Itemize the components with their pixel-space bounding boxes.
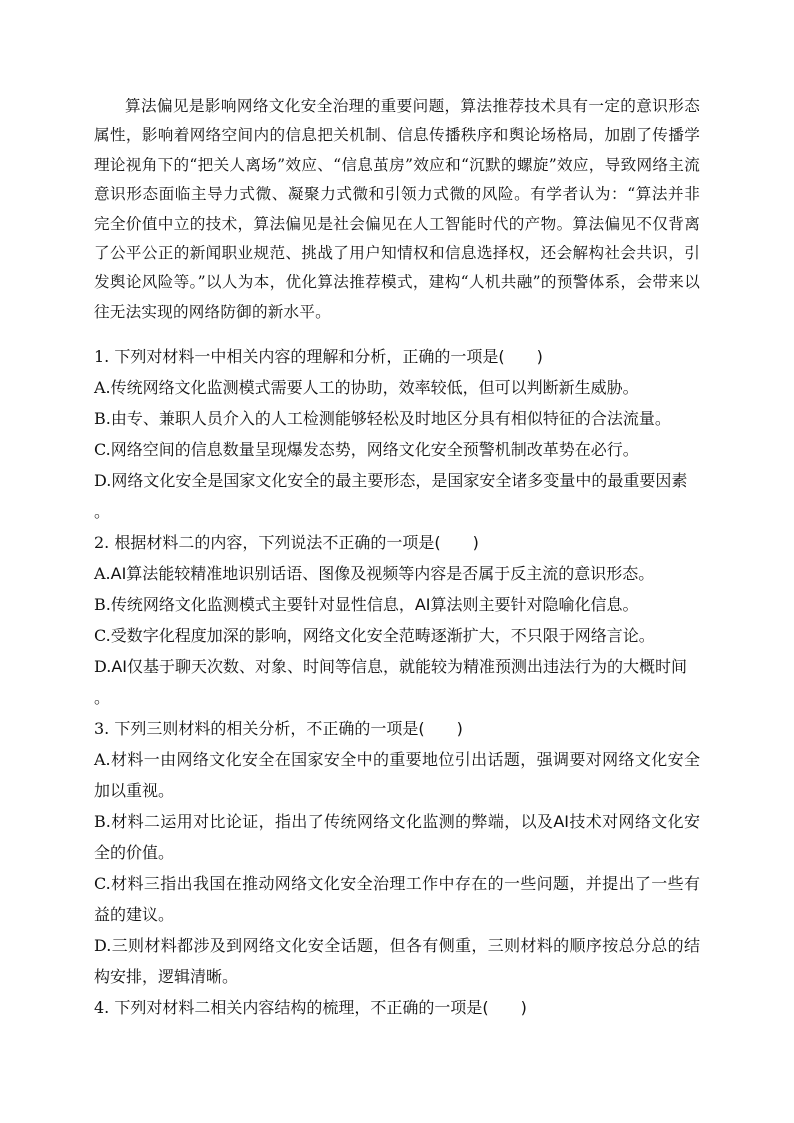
option-text: AI算法能较精准地识别话语、图像及视频等内容是否属于反主流的意识形态。 [110,564,655,583]
option-letter: D. [94,471,112,490]
option-text: 传统网络文化监测模式主要针对显性信息，AI算法则主要针对隐喻化信息。 [110,595,639,614]
question-number: 3. [94,719,110,738]
question-text: 下列三则材料的相关分析，不正确的一项是( ) [109,719,463,738]
question-2 [94,527,700,713]
question-stem [94,713,700,744]
option-letter: A. [94,750,111,769]
option-b [94,806,700,868]
option-a [94,744,700,806]
question-number: 2. [94,533,110,552]
option-letter: B. [94,812,111,831]
option-b [94,589,700,620]
question-stem [94,527,700,558]
option-c [94,868,700,930]
question-number: 1. [94,347,110,366]
question-list [94,341,700,1023]
question-text: 下列对材料二相关内容结构的梳理，不正确的一项是( ) [109,998,527,1017]
option-a [94,372,700,403]
option-text: 三则材料都涉及到网络文化安全话题，但各有侧重，三则材料的顺序按总分总的结构安排，逻辑清晰。 [94,936,700,986]
option-d [94,465,700,527]
question-4 [94,992,700,1023]
option-text: 材料二运用对比论证，指出了传统网络文化监测的弊端，以及AI技术对网络文化安全的价值。 [94,812,700,862]
option-text: 材料三指出我国在推动网络文化安全治理工作中存在的一些问题，并提出了一些有益的建议。 [94,874,700,924]
question-number: 4. [94,998,110,1017]
option-letter: C. [94,440,111,459]
question-1 [94,341,700,527]
option-text: 传统网络文化监测模式需要人工的协助，效率较低，但可以判断新生威胁。 [110,378,639,397]
option-tail: 。 [94,688,111,707]
option-letter: B. [94,409,111,428]
option-letter: A. [94,378,111,397]
option-d [94,930,700,992]
reading-passage: 算法偏见是影响网络文化安全治理的重要问题，算法推荐技术具有一定的意识形态属性，影响着网络空间内的信息把关机制、信息传播秩序和舆论场格局，加剧了传播学理论视角下的“把关人离场”效应、“信息茧房”效应和“沉默的螺旋”效应，导致网络主流意识形态面临主导力式微、凝聚力式微和引领力式微的风险。有学者认为：“算法并非完全价值中立的技术，算法偏见是社会偏见在人工智能时代的产物。算法偏见不仅背离了公平公正的新闻职业规范、挑战了用户知情权和信息选择权，还会解构社会共识，引发舆论风险等。”以人为本，优化算法推荐模式，建构“人机共融”的预警体系，会带来以往无法实现的网络防御的新水平。 [94,97,700,321]
option-letter: D. [94,936,112,955]
option-text: 由专、兼职人员介入的人工检测能够轻松及时地区分具有相似特征的合法流量。 [110,409,671,428]
option-c [94,434,700,465]
option-letter: A. [94,564,111,583]
question-3 [94,713,700,992]
option-c [94,620,700,651]
option-letter: C. [94,626,111,645]
option-text: AI仅基于聊天次数、对象、时间等信息，就能较为精准预测出违法行为的大概时间 [111,657,688,676]
option-text: 受数字化程度加深的影响，网络文化安全范畴逐渐扩大，不只限于网络言论。 [110,626,655,645]
option-letter: C. [94,874,111,893]
option-letter: D. [94,657,112,676]
option-letter: B. [94,595,111,614]
question-text: 下列对材料一中相关内容的理解和分析，正确的一项是( ) [109,347,543,366]
question-stem [94,992,700,1023]
option-text: 材料一由网络文化安全在国家安全中的重要地位引出话题，强调要对网络文化安全加以重视。 [94,750,700,800]
option-tail: 。 [94,502,111,521]
option-text: 网络空间的信息数量呈现爆发态势，网络文化安全预警机制改革势在必行。 [110,440,639,459]
option-d [94,651,700,713]
question-stem [94,341,700,372]
option-text: 网络文化安全是国家文化安全的最主要形态，是国家安全诸多变量中的最重要因素 [111,471,688,490]
question-text: 根据材料二的内容，下列说法不正确的一项是( ) [109,533,479,552]
option-b [94,403,700,434]
option-a [94,558,700,589]
